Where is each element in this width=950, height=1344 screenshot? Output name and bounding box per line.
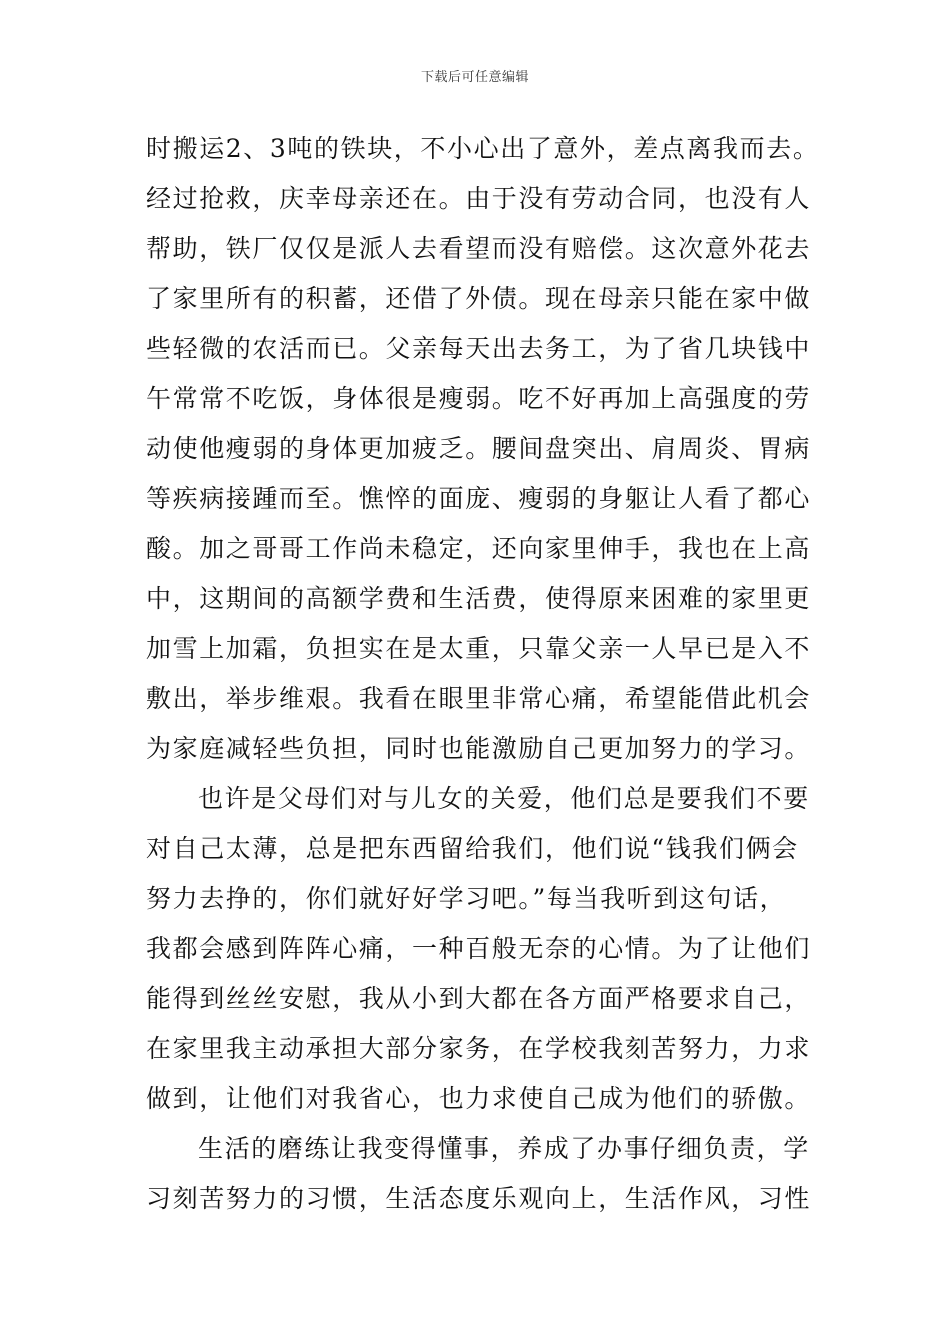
paragraph-first-line: 也许是父母们对与儿女的关爱，他们总是要我们不要 (198, 784, 810, 813)
text-line: 经过抢救，庆幸母亲还在。由于没有劳动合同，也没有人 (146, 184, 812, 213)
text-line: 动使他瘦弱的身体更加疲乏。腰间盘突出、肩周炎、胃病 (146, 434, 812, 463)
text-line: 些轻微的农活而已。父亲每天出去务工，为了省几块钱中 (146, 334, 812, 363)
text-line: 对自己太薄，总是把东西留给我们，他们说“钱我们俩会 (146, 834, 799, 863)
text-line: 我都会感到阵阵心痛，一种百般无奈的心情。为了让他们 (146, 934, 812, 963)
text-line: 午常常不吃饭，身体很是瘦弱。吃不好再加上高强度的劳 (146, 384, 812, 413)
text-line: 时搬运2、3吨的铁块，不小心出了意外，差点离我而去。 (146, 134, 820, 163)
text-line: 习刻苦努力的习惯，生活态度乐观向上，生活作风，习性 (146, 1184, 812, 1213)
text-line: 在家里我主动承担大部分家务，在学校我刻苦努力，力求 (146, 1034, 812, 1063)
text-line: 中，这期间的高额学费和生活费，使得原来困难的家里更 (146, 584, 812, 613)
text-line: 为家庭减轻些负担，同时也能激励自己更加努力的学习。 (146, 734, 812, 763)
text-line: 等疾病接踵而至。憔悴的面庞、瘦弱的身躯让人看了都心 (146, 484, 812, 513)
page-header-note: 下载后可任意编辑 (420, 70, 529, 85)
text-line: 了家里所有的积蓄，还借了外债。现在母亲只能在家中做 (146, 284, 812, 313)
paragraph-first-line: 生活的磨练让我变得懂事，养成了办事仔细负责，学 (198, 1134, 810, 1163)
text-line: 努力去挣的，你们就好好学习吧。”每当我听到这句话， (146, 884, 787, 913)
text-line: 做到，让他们对我省心，也力求使自己成为他们的骄傲。 (146, 1084, 812, 1113)
text-line: 酸。加之哥哥工作尚未稳定，还向家里伸手，我也在上高 (146, 534, 812, 563)
text-line: 加雪上加霜，负担实在是太重，只靠父亲一人早已是入不 (146, 634, 812, 663)
text-line: 敷出，举步维艰。我看在眼里非常心痛，希望能借此机会 (146, 684, 812, 713)
text-line: 能得到丝丝安慰，我从小到大都在各方面严格要求自己， (146, 984, 812, 1013)
text-line: 帮助，铁厂仅仅是派人去看望而没有赔偿。这次意外花去 (146, 234, 812, 263)
